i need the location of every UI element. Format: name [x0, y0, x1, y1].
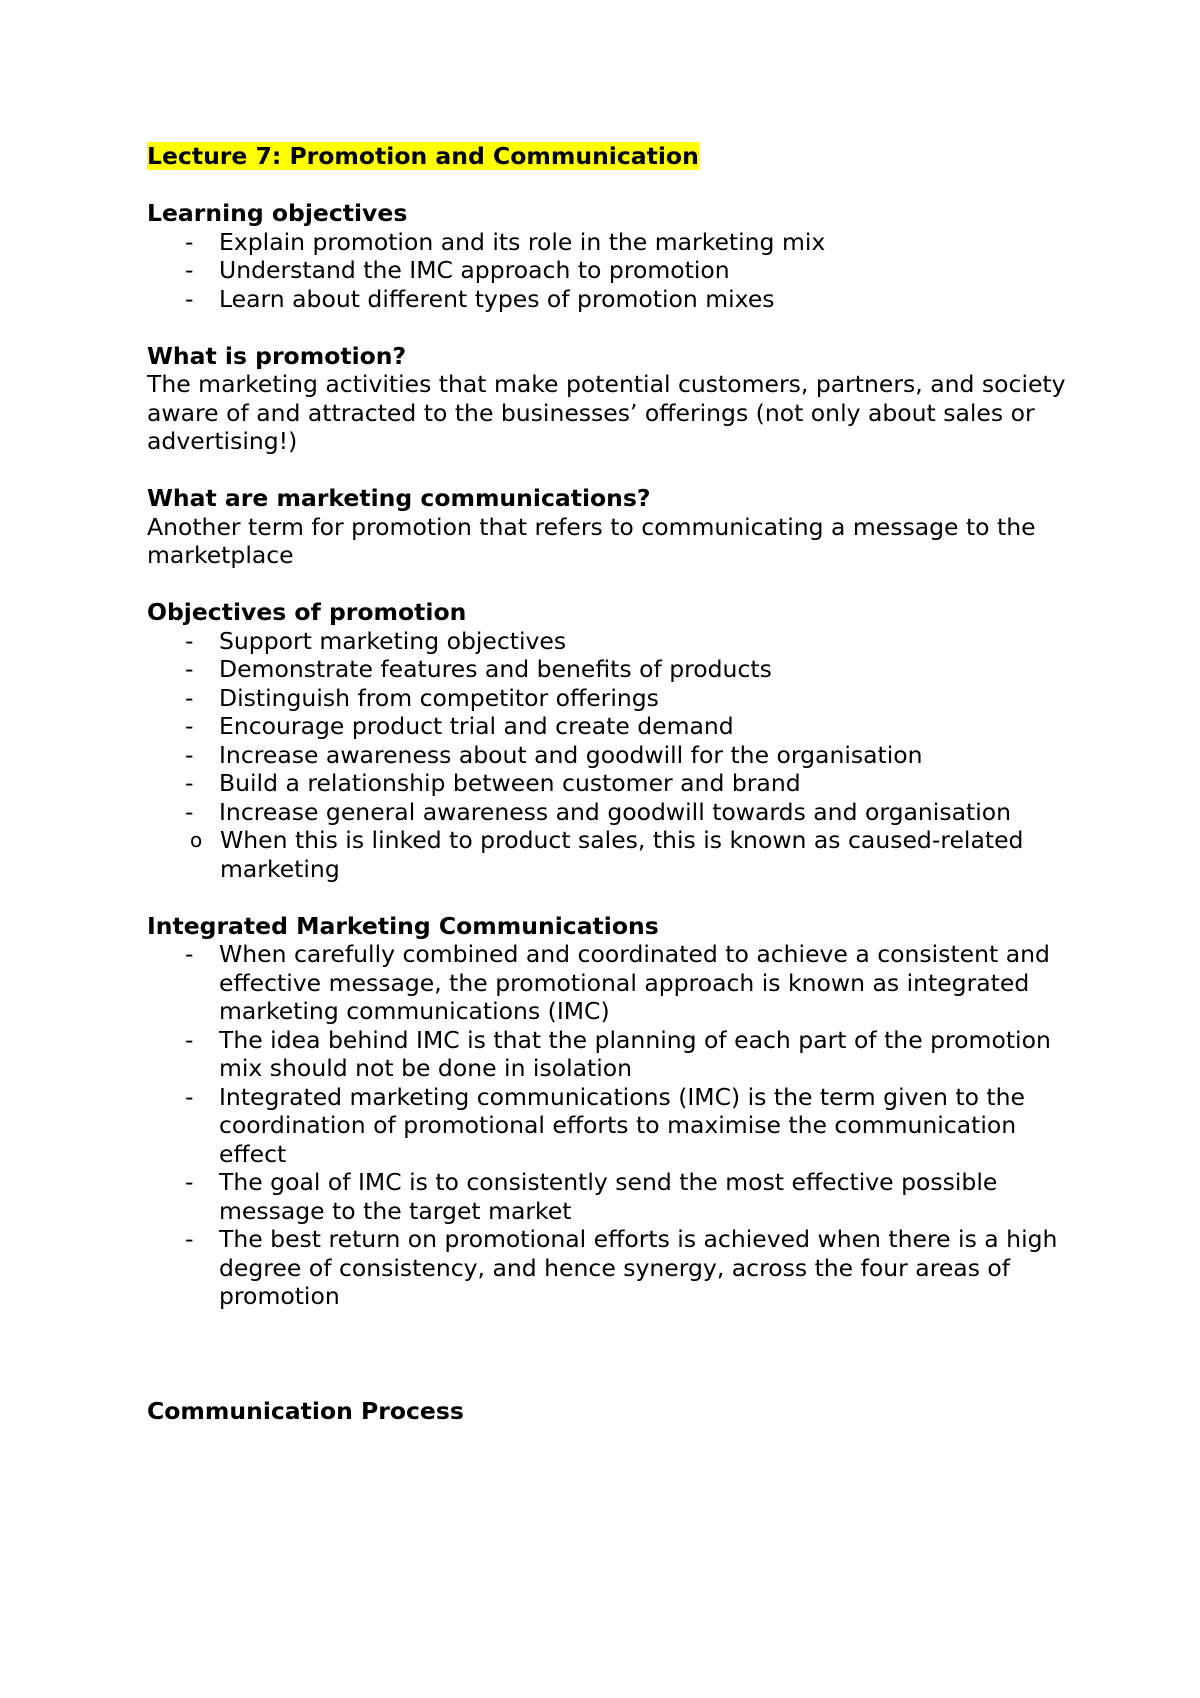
dash-bullet: - [185, 797, 194, 826]
list-item: - Support marketing objectives [185, 626, 567, 655]
spacer [147, 456, 1087, 485]
list-item: - Distinguish from competitor offerings [185, 683, 659, 712]
objectives-of-promotion-list [147, 627, 1087, 884]
dash-bullet: - [185, 1082, 194, 1111]
imc-list [147, 940, 1087, 1311]
dash-bullet: - [185, 227, 194, 256]
list-item: - Increase awareness about and goodwill for the organisation [185, 740, 923, 769]
learning-objectives-heading: Learning objectives [147, 199, 408, 227]
dash-bullet: - [185, 1168, 194, 1196]
objectives-of-promotion-heading: Objectives of promotion [147, 598, 467, 626]
dash-bullet: - [185, 655, 194, 683]
dash-bullet: - [185, 626, 194, 655]
what-is-promotion-heading: What is promotion? [147, 341, 407, 370]
title-highlight: Lecture 7: Promotion and Communication [147, 142, 699, 170]
list-item: - Increase general awareness and goodwill towards and organisation o When this is linked to product sales, this is known as caused-related marketing [147, 798, 1087, 884]
sub-list-item: o When this is linked to product sales, this is known as caused-related marketing [190, 826, 1024, 883]
list-item: - The goal of IMC is to consistently send the most effective possible message to the target market [185, 1168, 998, 1225]
page-title [147, 142, 1087, 171]
list-item: - Understand the IMC approach to promotion [185, 256, 730, 284]
dash-bullet: - [185, 769, 194, 797]
dash-bullet: - [185, 740, 194, 769]
dash-bullet: - [185, 1025, 194, 1054]
imc-heading: Integrated Marketing Communications [147, 911, 659, 940]
marketing-communications-heading: What are marketing communications? [147, 484, 651, 512]
what-is-promotion-body: The marketing activities that make potential customers, partners, and society aware of and attracted to the businesses’ offerings (not only about sales or advertising!) [147, 370, 1066, 455]
list-item: - When carefully combined and coordinated to achieve a consistent and effective message, the promotional approach is known as integrated marketing communications (IMC) [185, 940, 1050, 1025]
sub-list [190, 826, 1087, 883]
spacer [147, 570, 1087, 599]
list-item: - Explain promotion and its role in the marketing mix [185, 227, 826, 256]
dash-bullet: - [185, 1225, 194, 1253]
dash-bullet: - [185, 940, 194, 968]
learning-objectives-list [147, 228, 1087, 314]
list-item: - Demonstrate features and benefits of products [185, 655, 772, 683]
list-item: - Encourage product trial and create demand [185, 712, 734, 740]
marketing-communications-body: Another term for promotion that refers to communicating a message to the marketplace [147, 512, 1036, 569]
dash-bullet: - [185, 284, 194, 313]
spacer [147, 883, 1087, 912]
list-item: - Integrated marketing communications (IMC) is the term given to the coordination of promotional efforts to maximise the communication effect [185, 1082, 1025, 1168]
list-item: - The idea behind IMC is that the planning of each part of the promotion mix should not be done in isolation [185, 1025, 1051, 1082]
dash-bullet: - [185, 712, 194, 740]
spacer [147, 171, 1087, 200]
list-item: - Build a relationship between customer and brand [185, 769, 801, 797]
spacer [147, 313, 1087, 342]
communication-process-heading: Communication Process [147, 1396, 464, 1425]
list-item: - The best return on promotional efforts is achieved when there is a high degree of consistency, and hence synergy, across the four areas of promotion [185, 1225, 1058, 1310]
circle-bullet-icon: o [190, 828, 203, 852]
dash-bullet: - [185, 256, 194, 284]
dash-bullet: - [185, 683, 194, 712]
document-content [147, 142, 1087, 1425]
spacer [147, 1311, 1087, 1397]
list-item: - Learn about different types of promotion mixes [185, 284, 775, 313]
